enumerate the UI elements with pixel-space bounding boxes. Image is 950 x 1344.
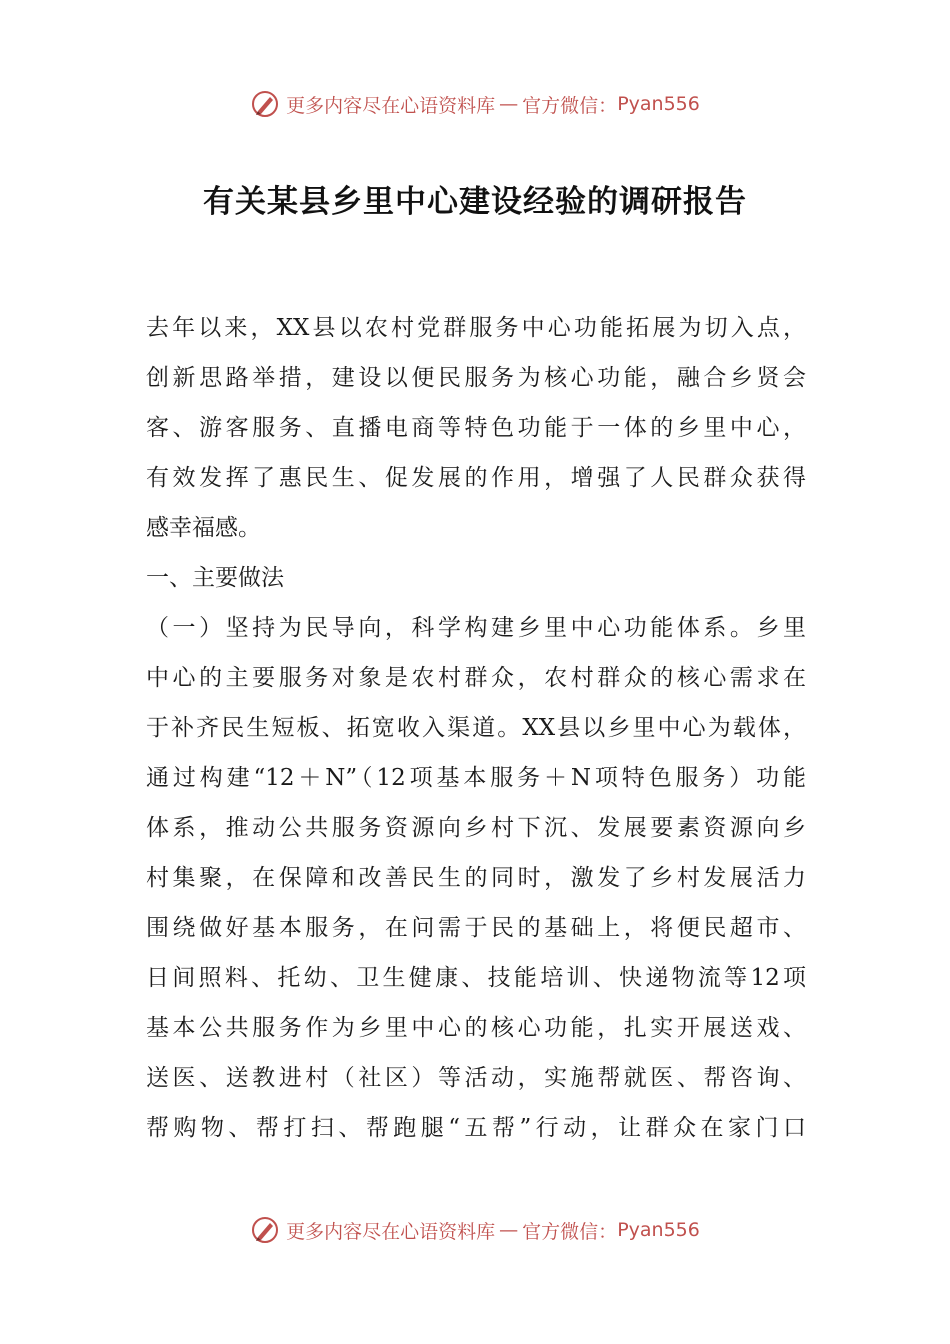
body-line: 帮购物、帮打扫、帮跑腿“五帮”行动，让群众在家门口 (146, 1115, 806, 1141)
body-line: 基本公共服务作为乡里中心的核心功能，扎实开展送戏、 (146, 1015, 806, 1041)
body-line: 体系，推动公共服务资源向乡村下沉、发展要素资源向乡 (146, 815, 806, 841)
body-line: 通过构建“12＋N”（12项基本服务＋N项特色服务）功能 (146, 765, 806, 791)
body-line: 客、游客服务、直播电商等特色功能于一体的乡里中心， (146, 415, 806, 441)
body-line: 于补齐民生短板、拓宽收入渠道。XX县以乡里中心为载体， (146, 715, 806, 741)
body-line: 感幸福感。 (146, 515, 261, 541)
body-line: 日间照料、托幼、卫生健康、技能培训、快递物流等12项 (146, 965, 806, 991)
body-line: 一、主要做法 (146, 565, 284, 591)
body-line: 创新思路举措，建设以便民服务为核心功能，融合乡贤会 (146, 365, 806, 391)
body-line: 送医、送教进村（社区）等活动，实施帮就医、帮咨询、 (146, 1065, 806, 1091)
watermark-text: 更多内容尽在心语资料库 (286, 94, 496, 117)
watermark-label: 官方微信： (522, 94, 618, 117)
body-line: 去年以来，XX县以农村党群服务中心功能拓展为切入点， (146, 315, 806, 341)
document-body (146, 303, 806, 1153)
watermark-wechat-id: Pyan556 (617, 1219, 700, 1241)
header-watermark (0, 84, 950, 124)
watermark-separator: — (499, 93, 519, 115)
body-line: 村集聚，在保障和改善民生的同时，激发了乡村发展活力 (146, 865, 806, 891)
watermark-text: 更多内容尽在心语资料库 (286, 1220, 496, 1243)
body-line: 中心的主要服务对象是农村群众，农村群众的核心需求在 (146, 665, 806, 691)
watermark-wechat-id: Pyan556 (617, 93, 700, 115)
footer-watermark (0, 1210, 950, 1250)
pen-logo-icon (250, 1215, 280, 1245)
pen-logo-icon (250, 89, 280, 119)
body-line: 围绕做好基本服务，在问需于民的基础上，将便民超市、 (146, 915, 806, 941)
body-line: 有效发挥了惠民生、促发展的作用，增强了人民群众获得 (146, 465, 806, 491)
body-line: （一）坚持为民导向，科学构建乡里中心功能体系。乡里 (146, 615, 806, 641)
watermark-separator: — (499, 1219, 519, 1241)
document-title: 有关某县乡里中心建设经验的调研报告 (203, 184, 747, 220)
watermark-label: 官方微信： (522, 1220, 618, 1243)
